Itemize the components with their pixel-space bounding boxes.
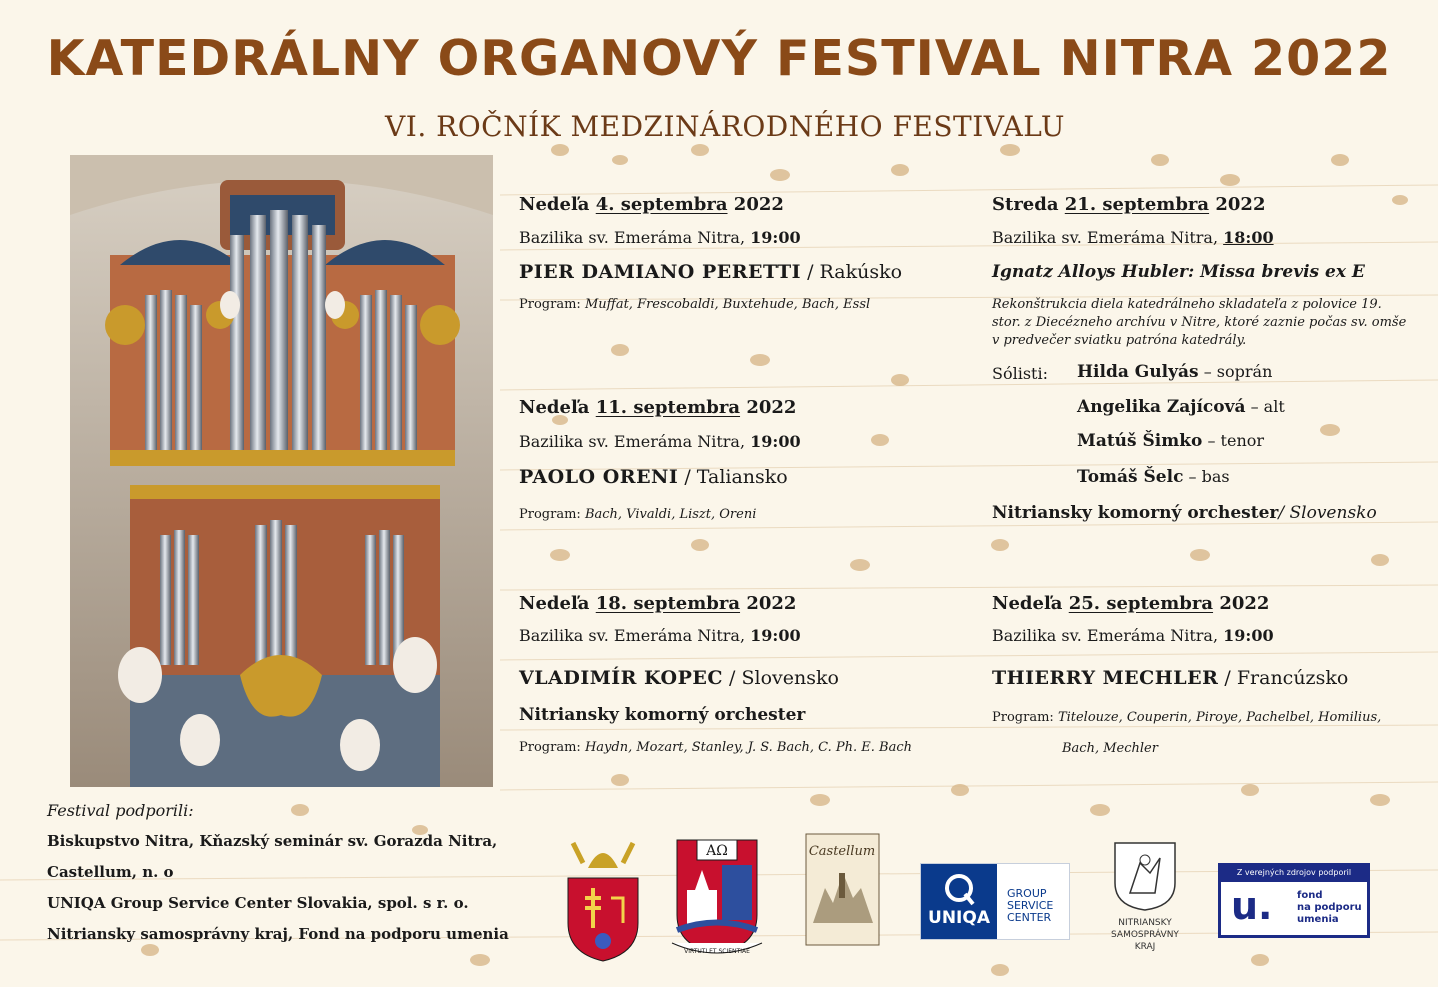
alpha-omega-text: AΩ (706, 843, 728, 859)
soloist-4: Tomáš Šelc – bas (1077, 467, 1230, 487)
concert-4-date: Streda 21. septembra 2022 (992, 194, 1266, 215)
concert-2-date: Nedeľa 11. septembra 2022 (519, 397, 797, 418)
castellum-logo (805, 833, 880, 946)
concert-5-program-line2: Bach, Mechler (1062, 741, 1158, 756)
sponsor-line-2: Castellum, n. o (47, 863, 174, 881)
nsk-line-1: NITRIANSKY (1118, 918, 1172, 928)
concert-3-performer: VLADIMÍR KOPEC / Slovensko (519, 667, 839, 689)
sponsors-heading: Festival podporili: (47, 801, 194, 820)
concert-4-work: Ignatz Alloys Hubler: Missa brevis ex E (992, 262, 1365, 282)
nsk-line-2: SAMOSPRÁVNY (1111, 930, 1179, 940)
nsk-coat-of-arms-icon (1095, 838, 1195, 913)
concert-4-ensemble: Nitriansky komorný orchester/ Slovensko (992, 503, 1377, 523)
fpu-letter: u. (1231, 884, 1273, 928)
uniqa-word: UNIQA (928, 908, 990, 928)
concert-4-description: Rekonštrukcia diela katedrálneho skladateľa z polovice 19. stor. z Diecézneho archívu v Nitre, ktoré zaznie počas sv. omše v predvečer sviatku patróna katedrály. (992, 297, 1407, 348)
nsk-logo (1095, 838, 1195, 958)
fpu-top-text: Z verejných zdrojov podporil (1236, 868, 1352, 877)
soloist-1: Hilda Gulyás – soprán (1077, 362, 1273, 382)
sponsor-line-1: Biskupstvo Nitra, Kňazský seminár sv. Gorazda Nitra, (47, 832, 498, 850)
uniqa-logo (920, 863, 1070, 940)
concert-2-performer: PAOLO ORENI / Taliansko (519, 466, 788, 488)
sponsor-line-4: Nitriansky samosprávny kraj, Fond na podporu umenia (47, 925, 509, 943)
bishopric-coat-of-arms-logo (553, 833, 653, 963)
concert-2-program: Program: Bach, Vivaldi, Liszt, Oreni (519, 507, 757, 522)
soloists-label: Sólisti: (992, 364, 1048, 383)
concert-2-venue: Bazilika sv. Emeráma Nitra, 19:00 (519, 432, 801, 451)
concert-1-performer: PIER DAMIANO PERETTI / Rakúsko (519, 261, 903, 283)
nsk-line-3: KRAJ (1134, 942, 1156, 952)
seminary-coat-of-arms-logo (667, 835, 767, 960)
organ-photo (70, 155, 493, 787)
castellum-logo-text: Castellum (808, 844, 876, 859)
concert-5-venue: Bazilika sv. Emeráma Nitra, 19:00 (992, 626, 1274, 645)
page-title: KATEDRÁLNY ORGANOVÝ FESTIVAL NITRA 2022 (46, 30, 1392, 87)
concert-1-venue: Bazilika sv. Emeráma Nitra, 19:00 (519, 228, 801, 247)
concert-5-performer: THIERRY MECHLER / Francúzsko (992, 667, 1349, 689)
seminary-motto: VIRTUTI ET SCIENTIAE (684, 948, 750, 955)
concert-3-venue: Bazilika sv. Emeráma Nitra, 19:00 (519, 626, 801, 645)
uniqa-gsc-text: GROUP SERVICE CENTER (1007, 887, 1054, 924)
uniqa-emblem-icon (921, 864, 997, 909)
concert-5-date: Nedeľa 25. septembra 2022 (992, 593, 1270, 614)
concert-3-ensemble: Nitriansky komorný orchester (519, 705, 806, 725)
concert-1-program: Program: Muffat, Frescobaldi, Buxtehude, Bach, Essl (519, 297, 871, 312)
soloist-3: Matúš Šimko – tenor (1077, 431, 1265, 451)
concert-5-program: Program: Titelouze, Couperin, Piroye, Pachelbel, Homilius, (992, 710, 1382, 725)
concert-4-venue: Bazilika sv. Emeráma Nitra, 18:00 (992, 228, 1274, 247)
sponsor-line-3: UNIQA Group Service Center Slovakia, spol. s r. o. (47, 894, 469, 912)
page-subtitle: VI. ROČNÍK MEDZINÁRODNÉHO FESTIVALU (385, 110, 1065, 143)
fpu-logo (1218, 863, 1370, 938)
soloist-2: Angelika Zajícová – alt (1077, 397, 1285, 417)
concert-1-date: Nedeľa 4. septembra 2022 (519, 194, 784, 215)
concert-3-program: Program: Haydn, Mozart, Stanley, J. S. Bach, C. Ph. E. Bach (519, 740, 912, 755)
concert-3-date: Nedeľa 18. septembra 2022 (519, 593, 797, 614)
fpu-text: fond na podporu umenia (1297, 890, 1362, 925)
